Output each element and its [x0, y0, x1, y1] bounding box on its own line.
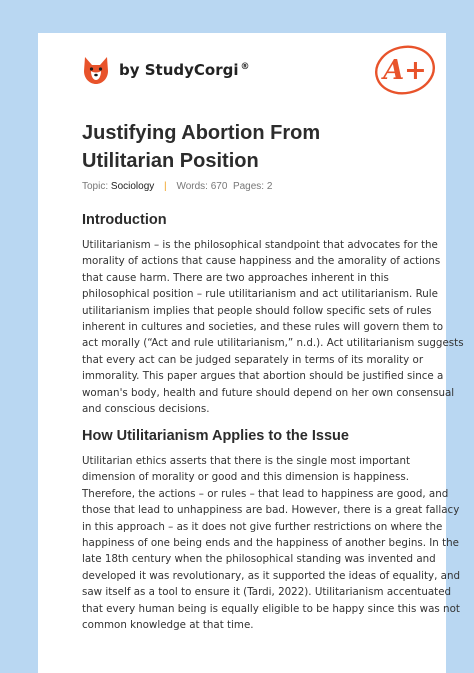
section-heading-utilitarianism: How Utilitarianism Applies to the Issue [82, 428, 349, 444]
document-page [38, 33, 464, 673]
text-line: common knowledge at that time. [82, 619, 254, 632]
text-line: saw itself as a tool to ensure it (Tardi, 2022). Utilitarianism accentuated [82, 586, 452, 599]
document-meta [82, 181, 272, 192]
text-line: that every human being is equally eligible to be happy since this was not [82, 602, 460, 615]
text-line: woman's body, health and future should depend on her own consensual [82, 386, 455, 399]
title-line: Utilitarian Position [82, 150, 259, 172]
text-line: philosophical position – rule utilitarianism and act utilitarianism. Rule [82, 288, 439, 301]
text-line: inherent in cultures and societies, and these rules will govern them to [82, 321, 444, 334]
text-line: utilitarianism implies that people should follow specific sets of rules [82, 304, 432, 317]
title-line: Justifying Abortion From [82, 122, 321, 144]
text-line: that cause harm. There are two approaches inherent in this [82, 271, 389, 284]
text-line: Utilitarianism – is the philosophical standpoint that advocates for the [82, 239, 438, 251]
text-line: morality of actions that cause happiness and the amorality of actions [82, 255, 441, 268]
text-line: and conscious decisions. [82, 403, 210, 416]
grade-text: A+ [383, 55, 427, 86]
studycorgi-logo[interactable] [82, 53, 250, 87]
text-line: immorality. This paper argues that abortion should be justified since a [82, 370, 444, 383]
text-line: Therefore, the actions – or rules – that lead to happiness are good, and [82, 487, 449, 500]
utilitarianism-paragraph [82, 453, 461, 633]
text-line: in this approach – as it does not give further restrictions on where the [82, 520, 443, 533]
word-count: Words: 670 [176, 181, 228, 192]
corgi-icon [82, 55, 110, 85]
text-line: happiness of one being ends and the happiness of another begins. In the [82, 537, 459, 550]
a-plus-grade-icon [372, 41, 438, 97]
text-line: that every act can be judged separately in terms of its morality or [82, 353, 424, 366]
page-count: Pages: 2 [232, 181, 273, 192]
introduction-paragraph [82, 237, 464, 417]
topic-label: Topic: [82, 181, 109, 192]
text-line: developed it was revolutionary, as it supported the ideas of equality, and [82, 569, 461, 582]
text-line: dimension of morality or good and this dimension is happiness. [82, 471, 410, 484]
topic-link[interactable]: Sociology [110, 181, 155, 192]
section-heading-introduction: Introduction [82, 212, 167, 228]
page-title [82, 119, 402, 175]
text-line: act morally (“Act and rule utilitarianism,” n.d.). Act utilitarianism suggests [82, 337, 464, 350]
text-line: Utilitarian ethics asserts that there is the single most important [82, 455, 411, 467]
text-line: late 18th century when the philosophical standing was invented and [82, 553, 436, 566]
brand-name: by StudyCorgi ® [119, 61, 250, 79]
meta-separator: | [164, 181, 167, 192]
text-line: those that lead to unhappiness are bad. However, there is a great fallacy [82, 504, 460, 517]
